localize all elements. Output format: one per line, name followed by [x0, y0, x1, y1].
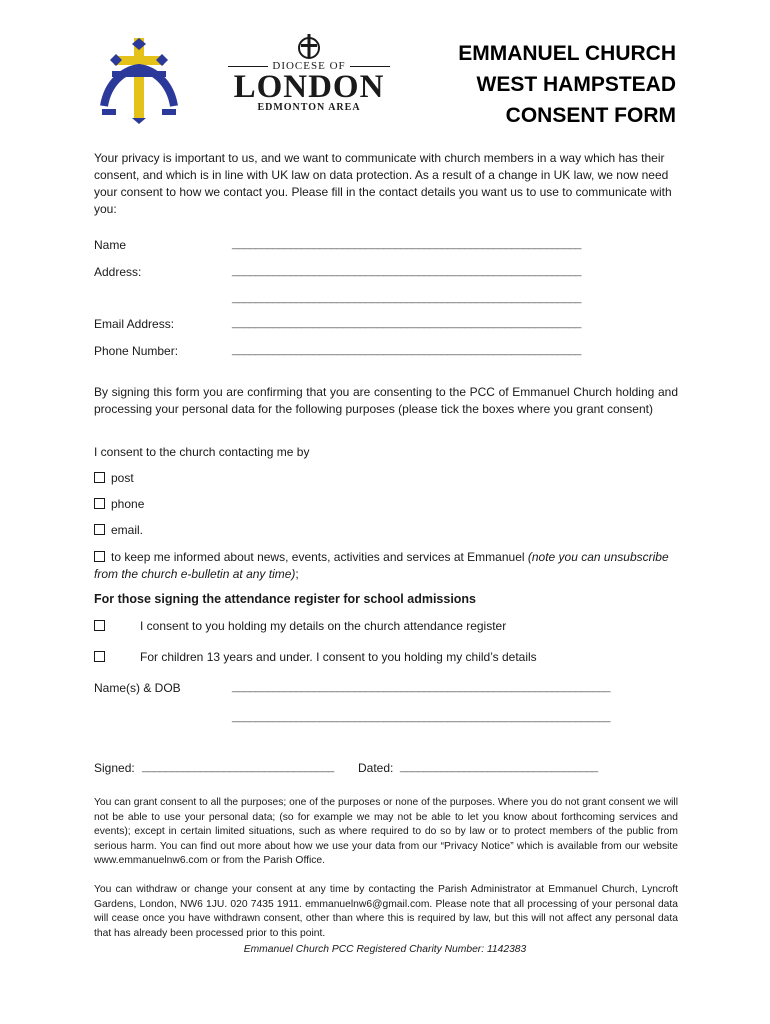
school-option-1-label: I consent to you holding my details on the church attendance register [140, 619, 507, 633]
diocese-name: LONDON [233, 69, 385, 105]
diocese-area: EDMONTON AREA [257, 102, 361, 113]
email-field[interactable]: ____________________________________________________________ [232, 317, 582, 329]
title-line-3: CONSENT FORM [505, 104, 676, 127]
church-emblem-logo [94, 34, 184, 124]
name-label: Name [94, 238, 127, 252]
cross-emblem-icon [94, 34, 184, 124]
checkbox-phone[interactable] [94, 498, 105, 509]
address-label: Address: [94, 265, 142, 279]
names-dob-field-2[interactable]: _________________________________________________________________ [232, 711, 611, 723]
names-dob-field-1[interactable]: _________________________________________________________________ [232, 681, 611, 693]
school-heading: For those signing the attendance register for school admissions [94, 592, 477, 606]
footer-paragraph-1: You can grant consent to all the purposes; one of the purposes or none of the purposes. Where you do not grant consent we will not be able to use your personal data; (so for example we may not be able to let you know about forthcoming services and events); except in certain limited situations, such as where required to do so by law or to protect members of the public from serious harm. You can find out more about how we use your data from our “Privacy Notice” which is available from our website www.emmanuelnw6.com or from the Parish Office. [94, 797, 678, 867]
date-field[interactable]: __________________________________ [400, 761, 598, 773]
dated-label: Dated: [358, 761, 394, 775]
charity-number: Emmanuel Church PCC Registered Charity Number: 1142383 [243, 944, 527, 955]
address-field-line-1[interactable]: ____________________________________________________________ [232, 265, 582, 277]
intro-paragraph: Your privacy is important to us, and we want to communicate with church members in a way which has their consent, and which is in line with UK law on data protection. As a result of a change in UK law, we now need your consent to how we contact you. Please fill in the contact details you want us to use to communicate with you: [94, 151, 672, 216]
diocese-logo [228, 34, 390, 124]
address-field-line-2[interactable]: ____________________________________________________________ [232, 292, 582, 304]
signed-label: Signed: [94, 761, 135, 775]
diocese-of-label: DIOCESE OF [228, 60, 390, 72]
checkbox-child-details[interactable] [94, 651, 105, 662]
news-note: (note you can unsubscribe from the church e-bulletin at any time) [94, 550, 669, 581]
school-option-2-label: For children 13 years and under. I consent to you holding my child’s details [140, 650, 537, 664]
consent-contact-label: I consent to the church contacting me by [94, 445, 310, 459]
email-label: Email Address: [94, 317, 175, 331]
option-post[interactable]: post [94, 470, 134, 487]
title-line-2: WEST HAMPSTEAD [476, 73, 676, 96]
phone-label: Phone Number: [94, 344, 179, 358]
phone-field[interactable]: ____________________________________________________________ [232, 344, 582, 356]
option-phone[interactable]: phone [94, 496, 144, 513]
title-line-1: EMMANUEL CHURCH [458, 42, 676, 65]
option-news[interactable]: to keep me informed about news, events, activities and services at Emmanuel (note you can unsubscribe from the church e-bulletin at any time); [94, 550, 669, 581]
option-email[interactable]: email. [94, 522, 143, 539]
checkbox-news[interactable] [94, 551, 105, 562]
page-title [458, 38, 676, 131]
footer-paragraph-2: You can withdraw or change your consent at any time by contacting the Parish Administrator at Emmanuel Church, Lyncroft Gardens, London, NW6 1JU. 020 7435 1911. emmanuelnw6@gmail.com. Please note that all processing of your personal data will cease once you have withdrawn consent, other than where this is required by law, but this will not affect any personal data that has already been processed prior to this point. [94, 884, 678, 939]
school-option-1[interactable] [94, 618, 111, 635]
mitre-icon [295, 32, 323, 60]
checkbox-attendance-register[interactable] [94, 620, 105, 631]
name-field[interactable]: ____________________________________________________________ [232, 238, 582, 250]
school-option-2[interactable] [94, 649, 111, 666]
names-dob-label: Name(s) & DOB [94, 681, 181, 695]
checkbox-post[interactable] [94, 472, 105, 483]
consent-intro: By signing this form you are confirming that you are consenting to the PCC of Emmanuel Church holding and processing your personal data for the following purposes (please tick the boxes where you grant consent) [94, 385, 678, 416]
checkbox-email[interactable] [94, 524, 105, 535]
signature-field[interactable]: _________________________________ [142, 761, 334, 773]
